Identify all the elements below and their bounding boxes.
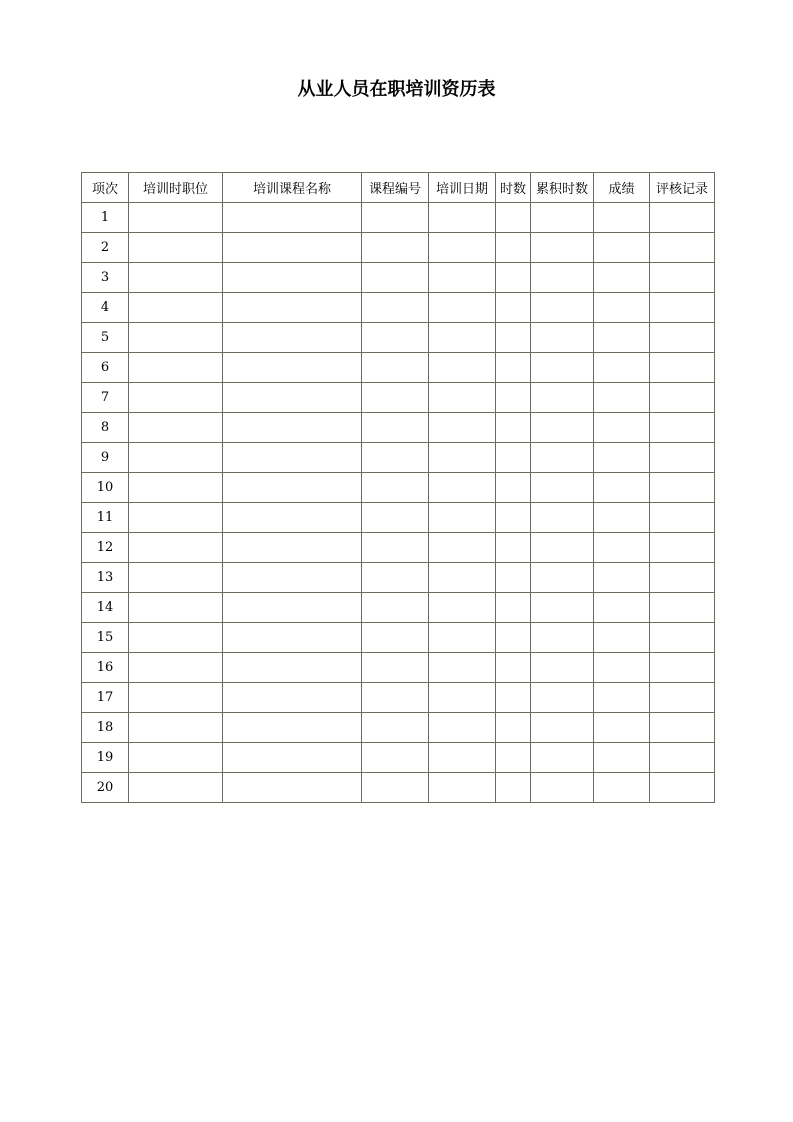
hours-cell — [496, 383, 531, 413]
item-no-cell: 2 — [82, 233, 129, 263]
training-date-cell — [429, 233, 496, 263]
training-date-cell — [429, 203, 496, 233]
evaluation-record-cell — [650, 563, 715, 593]
page-title: 从业人员在职培训资历表 — [297, 79, 496, 100]
training-date-cell — [429, 383, 496, 413]
course-code-cell — [362, 563, 429, 593]
training-date-cell — [429, 653, 496, 683]
training-date-cell — [429, 623, 496, 653]
course-code-cell — [362, 203, 429, 233]
training-date-cell — [429, 563, 496, 593]
evaluation-record-cell — [650, 443, 715, 473]
cumulative-hours-cell — [531, 683, 594, 713]
table-body — [82, 203, 715, 803]
score-cell — [594, 683, 650, 713]
course-code-cell — [362, 413, 429, 443]
item-no-cell: 1 — [82, 203, 129, 233]
item-no-cell: 8 — [82, 413, 129, 443]
table-row — [82, 503, 715, 533]
hours-cell — [496, 413, 531, 443]
evaluation-record-cell — [650, 203, 715, 233]
evaluation-record-cell — [650, 353, 715, 383]
hours-cell — [496, 473, 531, 503]
position-cell — [129, 293, 223, 323]
cumulative-hours-cell — [531, 383, 594, 413]
header-training-date: 培训日期 — [429, 173, 496, 203]
item-no-cell: 9 — [82, 443, 129, 473]
hours-cell — [496, 323, 531, 353]
cumulative-hours-cell — [531, 713, 594, 743]
hours-cell — [496, 443, 531, 473]
hours-cell — [496, 503, 531, 533]
course-code-cell — [362, 383, 429, 413]
position-cell — [129, 383, 223, 413]
course-name-cell — [223, 353, 362, 383]
course-name-cell — [223, 653, 362, 683]
cumulative-hours-cell — [531, 533, 594, 563]
hours-cell — [496, 563, 531, 593]
training-record-table — [81, 172, 715, 803]
hours-cell — [496, 353, 531, 383]
hours-cell — [496, 623, 531, 653]
position-cell — [129, 533, 223, 563]
evaluation-record-cell — [650, 323, 715, 353]
score-cell — [594, 293, 650, 323]
course-code-cell — [362, 233, 429, 263]
item-no-cell: 7 — [82, 383, 129, 413]
course-code-cell — [362, 443, 429, 473]
table-row — [82, 443, 715, 473]
cumulative-hours-cell — [531, 443, 594, 473]
score-cell — [594, 533, 650, 563]
evaluation-record-cell — [650, 623, 715, 653]
item-no-cell: 6 — [82, 353, 129, 383]
cumulative-hours-cell — [531, 323, 594, 353]
evaluation-record-cell — [650, 713, 715, 743]
course-code-cell — [362, 773, 429, 803]
cumulative-hours-cell — [531, 773, 594, 803]
course-name-cell — [223, 743, 362, 773]
hours-cell — [496, 263, 531, 293]
course-code-cell — [362, 533, 429, 563]
course-code-cell — [362, 323, 429, 353]
score-cell — [594, 563, 650, 593]
table-row — [82, 413, 715, 443]
training-date-cell — [429, 323, 496, 353]
course-name-cell — [223, 623, 362, 653]
position-cell — [129, 203, 223, 233]
item-no-cell: 12 — [82, 533, 129, 563]
course-code-cell — [362, 593, 429, 623]
cumulative-hours-cell — [531, 743, 594, 773]
course-name-cell — [223, 713, 362, 743]
course-code-cell — [362, 683, 429, 713]
position-cell — [129, 233, 223, 263]
table-row — [82, 263, 715, 293]
table-row — [82, 713, 715, 743]
course-code-cell — [362, 473, 429, 503]
score-cell — [594, 473, 650, 503]
hours-cell — [496, 653, 531, 683]
header-hours: 时数 — [496, 173, 531, 203]
course-code-cell — [362, 353, 429, 383]
item-no-cell: 19 — [82, 743, 129, 773]
table-row — [82, 323, 715, 353]
position-cell — [129, 563, 223, 593]
training-date-cell — [429, 743, 496, 773]
item-no-cell: 20 — [82, 773, 129, 803]
position-cell — [129, 353, 223, 383]
training-date-cell — [429, 593, 496, 623]
evaluation-record-cell — [650, 593, 715, 623]
course-code-cell — [362, 743, 429, 773]
cumulative-hours-cell — [531, 473, 594, 503]
evaluation-record-cell — [650, 683, 715, 713]
training-date-cell — [429, 413, 496, 443]
score-cell — [594, 323, 650, 353]
score-cell — [594, 653, 650, 683]
course-name-cell — [223, 263, 362, 293]
evaluation-record-cell — [650, 233, 715, 263]
evaluation-record-cell — [650, 413, 715, 443]
course-name-cell — [223, 773, 362, 803]
table-row — [82, 353, 715, 383]
course-name-cell — [223, 293, 362, 323]
course-code-cell — [362, 623, 429, 653]
cumulative-hours-cell — [531, 353, 594, 383]
course-code-cell — [362, 263, 429, 293]
item-no-cell: 18 — [82, 713, 129, 743]
course-code-cell — [362, 503, 429, 533]
table-header-row — [82, 173, 715, 203]
table-row — [82, 743, 715, 773]
table-row — [82, 383, 715, 413]
item-no-cell: 4 — [82, 293, 129, 323]
item-no-cell: 10 — [82, 473, 129, 503]
position-cell — [129, 473, 223, 503]
hours-cell — [496, 533, 531, 563]
hours-cell — [496, 773, 531, 803]
table-row — [82, 653, 715, 683]
table-row — [82, 773, 715, 803]
position-cell — [129, 323, 223, 353]
table-row — [82, 473, 715, 503]
hours-cell — [496, 203, 531, 233]
hours-cell — [496, 233, 531, 263]
position-cell — [129, 773, 223, 803]
course-code-cell — [362, 713, 429, 743]
training-date-cell — [429, 533, 496, 563]
course-name-cell — [223, 683, 362, 713]
evaluation-record-cell — [650, 743, 715, 773]
course-code-cell — [362, 293, 429, 323]
table-row — [82, 203, 715, 233]
course-name-cell — [223, 563, 362, 593]
item-no-cell: 14 — [82, 593, 129, 623]
course-name-cell — [223, 233, 362, 263]
position-cell — [129, 263, 223, 293]
header-course-code: 课程编号 — [362, 173, 429, 203]
cumulative-hours-cell — [531, 623, 594, 653]
header-position: 培训时职位 — [129, 173, 223, 203]
course-name-cell — [223, 593, 362, 623]
cumulative-hours-cell — [531, 563, 594, 593]
course-name-cell — [223, 203, 362, 233]
training-date-cell — [429, 263, 496, 293]
course-name-cell — [223, 383, 362, 413]
item-no-cell: 3 — [82, 263, 129, 293]
position-cell — [129, 623, 223, 653]
header-cumulative-hours: 累积时数 — [531, 173, 594, 203]
training-date-cell — [429, 293, 496, 323]
position-cell — [129, 713, 223, 743]
position-cell — [129, 593, 223, 623]
score-cell — [594, 503, 650, 533]
cumulative-hours-cell — [531, 263, 594, 293]
item-no-cell: 17 — [82, 683, 129, 713]
score-cell — [594, 593, 650, 623]
item-no-cell: 16 — [82, 653, 129, 683]
header-course-name: 培训课程名称 — [223, 173, 362, 203]
training-date-cell — [429, 503, 496, 533]
score-cell — [594, 353, 650, 383]
course-name-cell — [223, 323, 362, 353]
evaluation-record-cell — [650, 263, 715, 293]
training-date-cell — [429, 683, 496, 713]
position-cell — [129, 653, 223, 683]
score-cell — [594, 623, 650, 653]
course-name-cell — [223, 473, 362, 503]
position-cell — [129, 683, 223, 713]
item-no-cell: 13 — [82, 563, 129, 593]
table-row — [82, 683, 715, 713]
header-evaluation-record: 评核记录 — [650, 173, 715, 203]
score-cell — [594, 233, 650, 263]
score-cell — [594, 203, 650, 233]
item-no-cell: 5 — [82, 323, 129, 353]
cumulative-hours-cell — [531, 653, 594, 683]
item-no-cell: 15 — [82, 623, 129, 653]
evaluation-record-cell — [650, 533, 715, 563]
evaluation-record-cell — [650, 473, 715, 503]
position-cell — [129, 443, 223, 473]
hours-cell — [496, 593, 531, 623]
hours-cell — [496, 683, 531, 713]
position-cell — [129, 743, 223, 773]
table-row — [82, 293, 715, 323]
evaluation-record-cell — [650, 383, 715, 413]
evaluation-record-cell — [650, 293, 715, 323]
score-cell — [594, 263, 650, 293]
training-date-cell — [429, 443, 496, 473]
course-name-cell — [223, 413, 362, 443]
item-no-cell: 11 — [82, 503, 129, 533]
score-cell — [594, 743, 650, 773]
header-score: 成绩 — [594, 173, 650, 203]
evaluation-record-cell — [650, 653, 715, 683]
header-item-no: 项次 — [82, 173, 129, 203]
table-row — [82, 533, 715, 563]
position-cell — [129, 503, 223, 533]
table-row — [82, 563, 715, 593]
cumulative-hours-cell — [531, 233, 594, 263]
hours-cell — [496, 743, 531, 773]
training-date-cell — [429, 473, 496, 503]
course-name-cell — [223, 533, 362, 563]
score-cell — [594, 773, 650, 803]
course-name-cell — [223, 503, 362, 533]
training-date-cell — [429, 353, 496, 383]
training-date-cell — [429, 773, 496, 803]
course-code-cell — [362, 653, 429, 683]
evaluation-record-cell — [650, 503, 715, 533]
hours-cell — [496, 293, 531, 323]
table-row — [82, 593, 715, 623]
training-date-cell — [429, 713, 496, 743]
cumulative-hours-cell — [531, 203, 594, 233]
score-cell — [594, 713, 650, 743]
position-cell — [129, 413, 223, 443]
score-cell — [594, 443, 650, 473]
cumulative-hours-cell — [531, 503, 594, 533]
table-row — [82, 233, 715, 263]
cumulative-hours-cell — [531, 593, 594, 623]
cumulative-hours-cell — [531, 293, 594, 323]
score-cell — [594, 413, 650, 443]
hours-cell — [496, 713, 531, 743]
course-name-cell — [223, 443, 362, 473]
score-cell — [594, 383, 650, 413]
evaluation-record-cell — [650, 773, 715, 803]
table-row — [82, 623, 715, 653]
cumulative-hours-cell — [531, 413, 594, 443]
